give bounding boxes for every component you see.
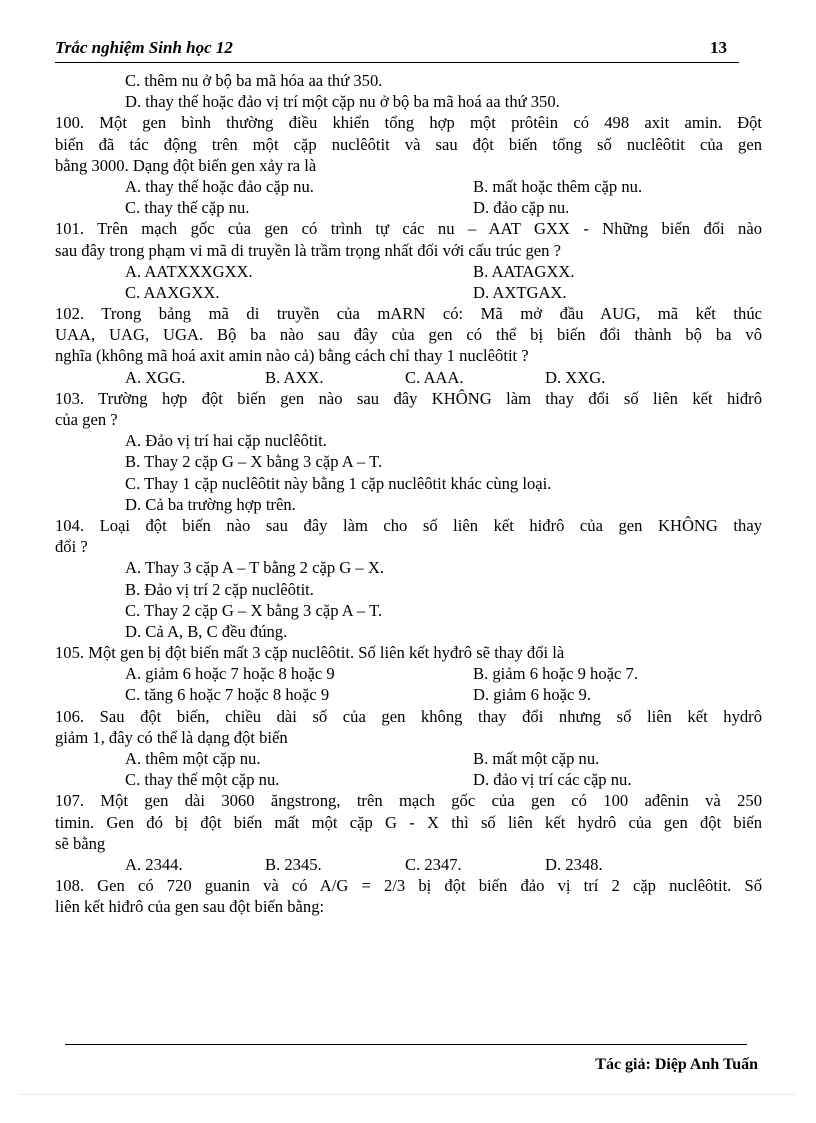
option-c: C. thay thế một cặp nu. bbox=[125, 770, 280, 790]
option-b: B. mất một cặp nu. bbox=[473, 749, 600, 768]
option-d: D. giảm 6 hoặc 9. bbox=[473, 685, 591, 705]
option-c: C. Thay 1 cặp nuclêôtit này bằng 1 cặp nuclêôtit khác cùng loại. bbox=[125, 473, 552, 493]
question-line: đổi ? bbox=[55, 537, 88, 557]
option-b: B. Đảo vị trí 2 cặp nuclêôtit. bbox=[125, 579, 314, 599]
option-a: A. thay thế hoặc đảo cặp nu. bbox=[125, 176, 314, 196]
page-number: 13 bbox=[710, 38, 727, 57]
option-b: B. giảm 6 hoặc 9 hoặc 7. bbox=[473, 664, 638, 684]
question-line: sẽ bằng bbox=[55, 833, 106, 853]
question-107: 107. Một gen dài 3060 ăngstrong, trên mạch gốc của gen có 100 ađênin và 250 bbox=[55, 791, 762, 811]
option-row bbox=[55, 854, 762, 875]
footer-author: Tác giả: Diệp Anh Tuấn bbox=[595, 1056, 758, 1073]
option-row bbox=[55, 367, 762, 388]
option-b: B. AXX. bbox=[265, 367, 324, 387]
option-line: C. thêm nu ở bộ ba mã hóa aa thứ 350. bbox=[125, 71, 383, 90]
question-line: của gen ? bbox=[55, 410, 118, 429]
option-d: D. Cả A, B, C đều đúng. bbox=[125, 621, 288, 641]
question-108: 108. Gen có 720 guanin và có A/G = 2/3 bị đột biến đảo vị trí 2 cặp nuclêôtit. Số bbox=[55, 876, 762, 896]
option-b: B. AATAGXX. bbox=[473, 261, 575, 281]
question-106: 106. Sau đột biến, chiều dài số của gen không thay đổi nhưng số liên kết hydrô bbox=[55, 706, 762, 726]
option-c: C. AAXGXX. bbox=[125, 282, 220, 302]
option-row bbox=[55, 684, 762, 705]
option-d: D. đảo cặp nu. bbox=[473, 198, 570, 218]
question-line: UAA, UAG, UGA. Bộ ba nào sau đây của gen có thể bị biến đổi thành bộ ba vô bbox=[55, 325, 762, 345]
option-b: B. 2345. bbox=[265, 854, 322, 874]
question-line: biến đã tác động trên một cặp nuclêôtit và sau đột biến tổng số nuclêôtit của gen bbox=[55, 134, 762, 154]
page-edge-divider bbox=[20, 1094, 796, 1095]
option-c: C. thay thế cặp nu. bbox=[125, 198, 250, 218]
question-line: giảm 1, đây có thể là dạng đột biến bbox=[55, 727, 288, 747]
option-c: C. 2347. bbox=[405, 854, 462, 874]
option-row bbox=[55, 769, 762, 790]
option-row bbox=[55, 282, 762, 303]
option-a: A. 2344. bbox=[125, 854, 183, 874]
option-row bbox=[55, 663, 762, 684]
footer-divider bbox=[65, 1044, 747, 1045]
option-c: C. AAA. bbox=[405, 367, 464, 387]
option-line: D. thay thế hoặc đảo vị trí một cặp nu ở bộ ba mã hoá aa thứ 350. bbox=[125, 92, 560, 112]
document-body bbox=[55, 70, 762, 918]
option-a: A. giảm 6 hoặc 7 hoặc 8 hoặc 9 bbox=[125, 664, 335, 684]
question-100: 100. Một gen bình thường điều khiển tổng hợp một prôtêin có 498 axit amin. Đột bbox=[55, 113, 762, 133]
option-a: A. Thay 3 cặp A – T bằng 2 cặp G – X. bbox=[125, 558, 385, 578]
option-d: D. đảo vị trí các cặp nu. bbox=[473, 770, 632, 790]
option-a: A. AATXXXGXX. bbox=[125, 261, 253, 281]
question-line: liên kết hiđrô của gen sau đột biến bằng: bbox=[55, 897, 325, 917]
option-d: D. XXG. bbox=[545, 367, 606, 387]
option-b: B. Thay 2 cặp G – X bằng 3 cặp A – T. bbox=[125, 452, 383, 472]
question-line: timin. Gen đó bị đột biến mất một cặp G - X thì số liên kết hydrô của gen đột biến bbox=[55, 812, 762, 832]
page-header bbox=[55, 38, 739, 63]
option-c: C. Thay 2 cặp G – X bằng 3 cặp A – T. bbox=[125, 600, 383, 620]
question-101: 101. Trên mạch gốc của gen có trình tự các nu – AAT GXX - Những biến đổi nào bbox=[55, 219, 762, 239]
option-a: A. Đảo vị trí hai cặp nuclêôtit. bbox=[125, 431, 327, 451]
option-row bbox=[55, 748, 762, 769]
question-102: 102. Trong bảng mã di truyền của mARN có: Mã mở đầu AUG, mã kết thúc bbox=[55, 304, 762, 324]
question-104: 104. Loại đột biến nào sau đây làm cho số liên kết hiđrô của gen KHÔNG thay bbox=[55, 515, 762, 535]
option-row bbox=[55, 197, 762, 218]
question-line: sau đây trong phạm vi mã di truyền là trầm trọng nhất đối với cấu trúc gen ? bbox=[55, 240, 561, 260]
option-row bbox=[55, 261, 762, 282]
option-d: D. Cả ba trường hợp trên. bbox=[125, 494, 296, 514]
question-line: bằng 3000. Dạng đột biến gen xảy ra là bbox=[55, 155, 317, 175]
question-105: 105. Một gen bị đột biến mất 3 cặp nuclêôtit. Số liên kết hyđrô sẽ thay đổi là bbox=[55, 643, 565, 663]
question-103: 103. Trường hợp đột biến gen nào sau đây KHÔNG làm thay đổi số liên kết hiđrô bbox=[55, 388, 762, 408]
option-b: B. mất hoặc thêm cặp nu. bbox=[473, 176, 643, 196]
option-a: A. XGG. bbox=[125, 367, 186, 387]
option-d: D. AXTGAX. bbox=[473, 282, 567, 302]
option-c: C. tăng 6 hoặc 7 hoặc 8 hoặc 9 bbox=[125, 685, 330, 705]
option-row bbox=[55, 176, 762, 197]
option-a: A. thêm một cặp nu. bbox=[125, 749, 261, 768]
option-d: D. 2348. bbox=[545, 854, 603, 874]
question-line: nghĩa (không mã hoá axit amin nào cả) bằng cách chỉ thay 1 nuclêôtit ? bbox=[55, 346, 529, 366]
header-title: Trắc nghiệm Sinh học 12 bbox=[55, 38, 233, 57]
